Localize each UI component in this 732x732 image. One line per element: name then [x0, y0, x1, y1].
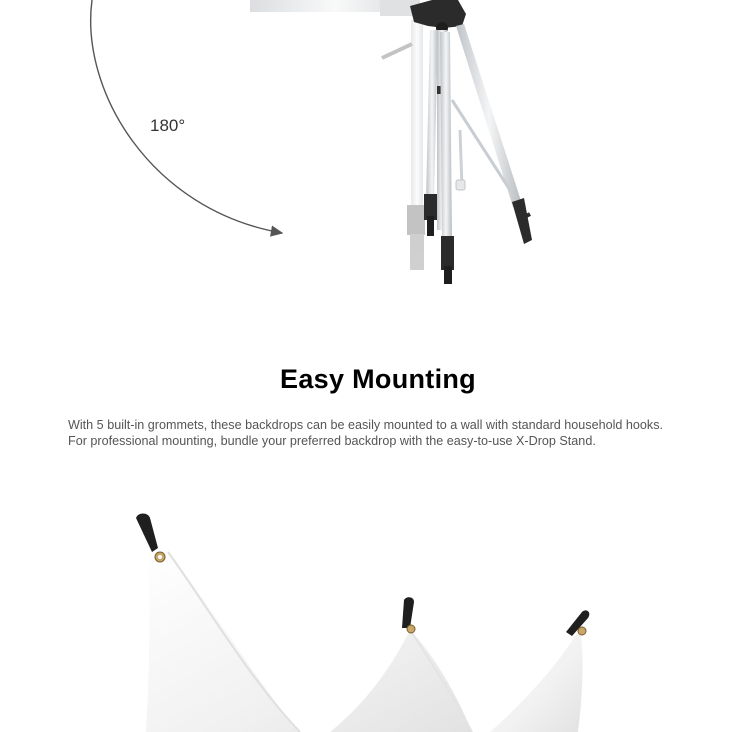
stand-leg-left: [424, 30, 438, 236]
rotation-arc: [91, 0, 282, 233]
backdrop-illustration: [136, 514, 589, 732]
section-title: Easy Mounting: [280, 364, 476, 394]
wall-hook-middle: [402, 597, 415, 633]
section-description: [68, 417, 728, 449]
backdrop-fabric: [146, 545, 472, 732]
stand-ghost-leg: [382, 20, 425, 270]
description-line: For professional mounting, bundle your preferred backdrop with the easy-to-use X-Drop Stand.: [68, 434, 596, 448]
stand-leg-right: [452, 24, 532, 244]
wall-hook-right: [566, 610, 589, 636]
description-line: With 5 built-in grommets, these backdrops can be easily mounted to a wall with standard household hooks.: [68, 418, 664, 432]
backdrop-fabric-right: [490, 628, 583, 732]
stand-arm: [250, 0, 420, 16]
stand-leg-front: [440, 32, 454, 284]
rotation-angle-label: 180°: [150, 116, 186, 135]
